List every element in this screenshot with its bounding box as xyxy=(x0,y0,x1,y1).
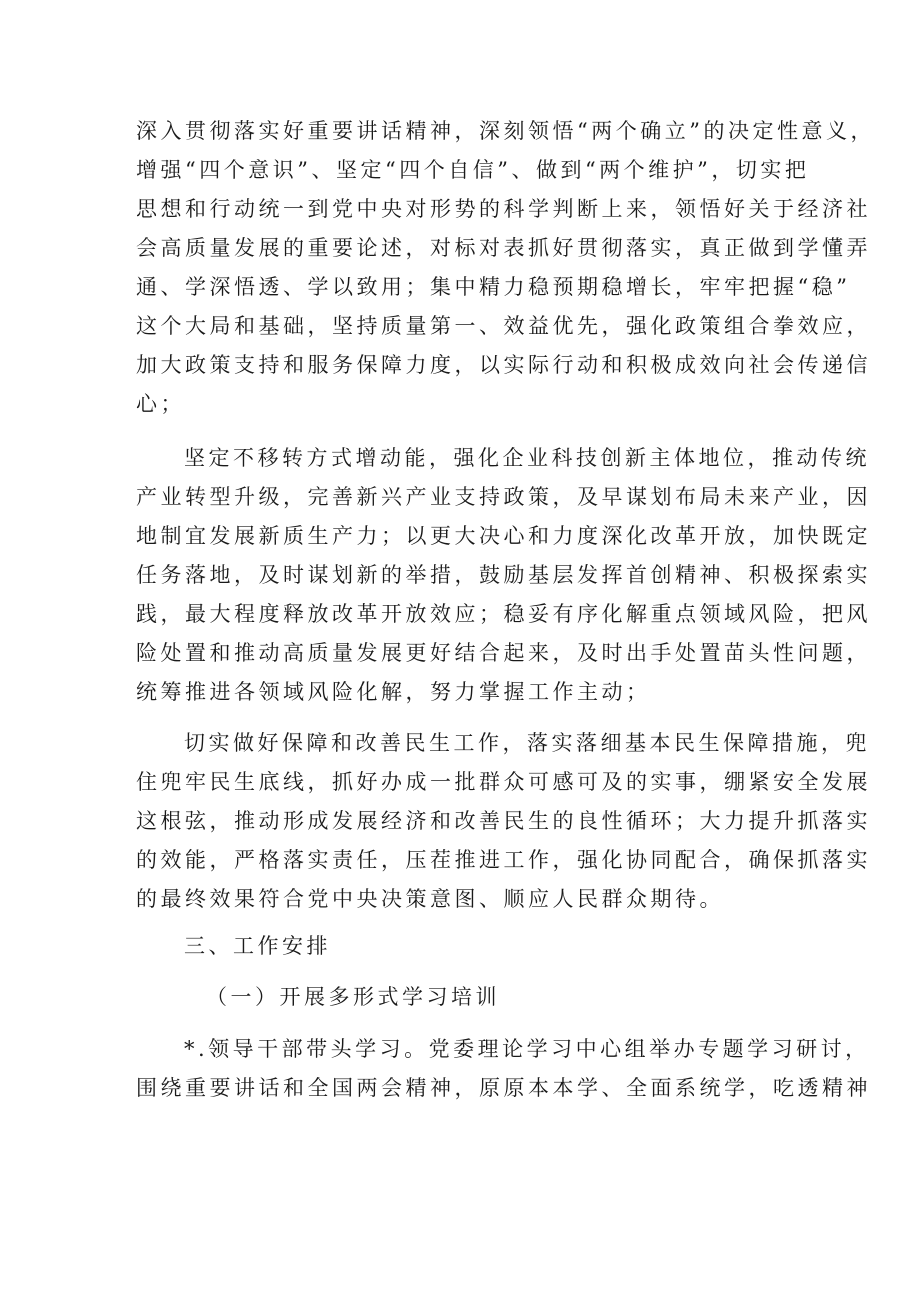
subsection-heading xyxy=(136,978,500,1017)
text-line: *.领导干部带头学习。党委理论学习中心组举办专题学习研讨， xyxy=(184,1037,870,1061)
text-line: 这根弦，推动形成发展经济和改善民生的良性循环；大力提升抓落实 xyxy=(136,809,871,833)
text-line: 深入贯彻落实好重要讲话精神，深刻领悟“两个确立”的决定性意义， xyxy=(136,119,875,143)
text-line: 这个大局和基础，坚持质量第一、效益优先，强化政策组合拳效应， xyxy=(136,314,871,338)
text-line: 通、学深悟透、学以致用；集中精力稳预期稳增长，牢牢把握“稳” xyxy=(136,275,851,299)
text-line: 切实做好保障和改善民生工作，落实落细基本民生保障措施，兜 xyxy=(184,731,870,755)
text-line: 住兜牢民生底线，抓好办成一批群众可感可及的实事，绷紧安全发展 xyxy=(136,770,871,794)
text-line: 加大政策支持和服务保障力度，以实际行动和积极成效向社会传递信 xyxy=(136,353,871,377)
heading-study-training: （一）开展多形式学习培训 xyxy=(206,985,500,1009)
text-line: 会高质量发展的重要论述，对标对表抓好贯彻落实，真正做到学懂弄 xyxy=(136,236,871,260)
text-line: 地制宜发展新质生产力；以更大决心和力度深化改革开放，加快既定 xyxy=(136,524,871,548)
text-line: 统筹推进各领域风险化解，努力掌握工作主动； xyxy=(136,680,651,704)
text-line: 思想和行动统一到党中央对形势的科学判断上来，领悟好关于经济社 xyxy=(136,197,871,221)
text-line: 的效能，严格落实责任，压茬推进工作，强化协同配合，确保抓落实 xyxy=(136,848,871,872)
paragraph-study-spirit xyxy=(136,112,875,424)
text-line: 产业转型升级，完善新兴产业支持政策，及早谋划布局未来产业，因 xyxy=(136,485,871,509)
text-line: 增强“四个意识”、坚定“四个自信”、做到“两个维护”，切实把 xyxy=(136,158,810,182)
text-line: 践，最大程度释放改革开放效应；稳妥有序化解重点领域风险，把风 xyxy=(136,602,871,626)
text-line: 险处置和推动高质量发展更好结合起来，及时出手处置苗头性问题， xyxy=(136,641,871,665)
section-heading xyxy=(136,927,331,966)
text-line: 围绕重要讲话和全国两会精神，原原本本学、全面系统学，吃透精神 xyxy=(136,1076,871,1100)
text-line: 坚定不移转方式增动能，强化企业科技创新主体地位，推动传统 xyxy=(184,446,870,470)
heading-work-arrangement: 三、工作安排 xyxy=(184,934,331,958)
text-line: 任务落地，及时谋划新的举措，鼓励基层发挥首创精神、积极探索实 xyxy=(136,563,871,587)
text-line: 的最终效果符合党中央决策意图、顺应人民群众期待。 xyxy=(136,887,724,911)
paragraph-transformation xyxy=(136,439,871,712)
text-line: 心； xyxy=(136,392,185,416)
paragraph-leaders-study xyxy=(136,1030,871,1108)
paragraph-livelihood xyxy=(136,724,871,919)
